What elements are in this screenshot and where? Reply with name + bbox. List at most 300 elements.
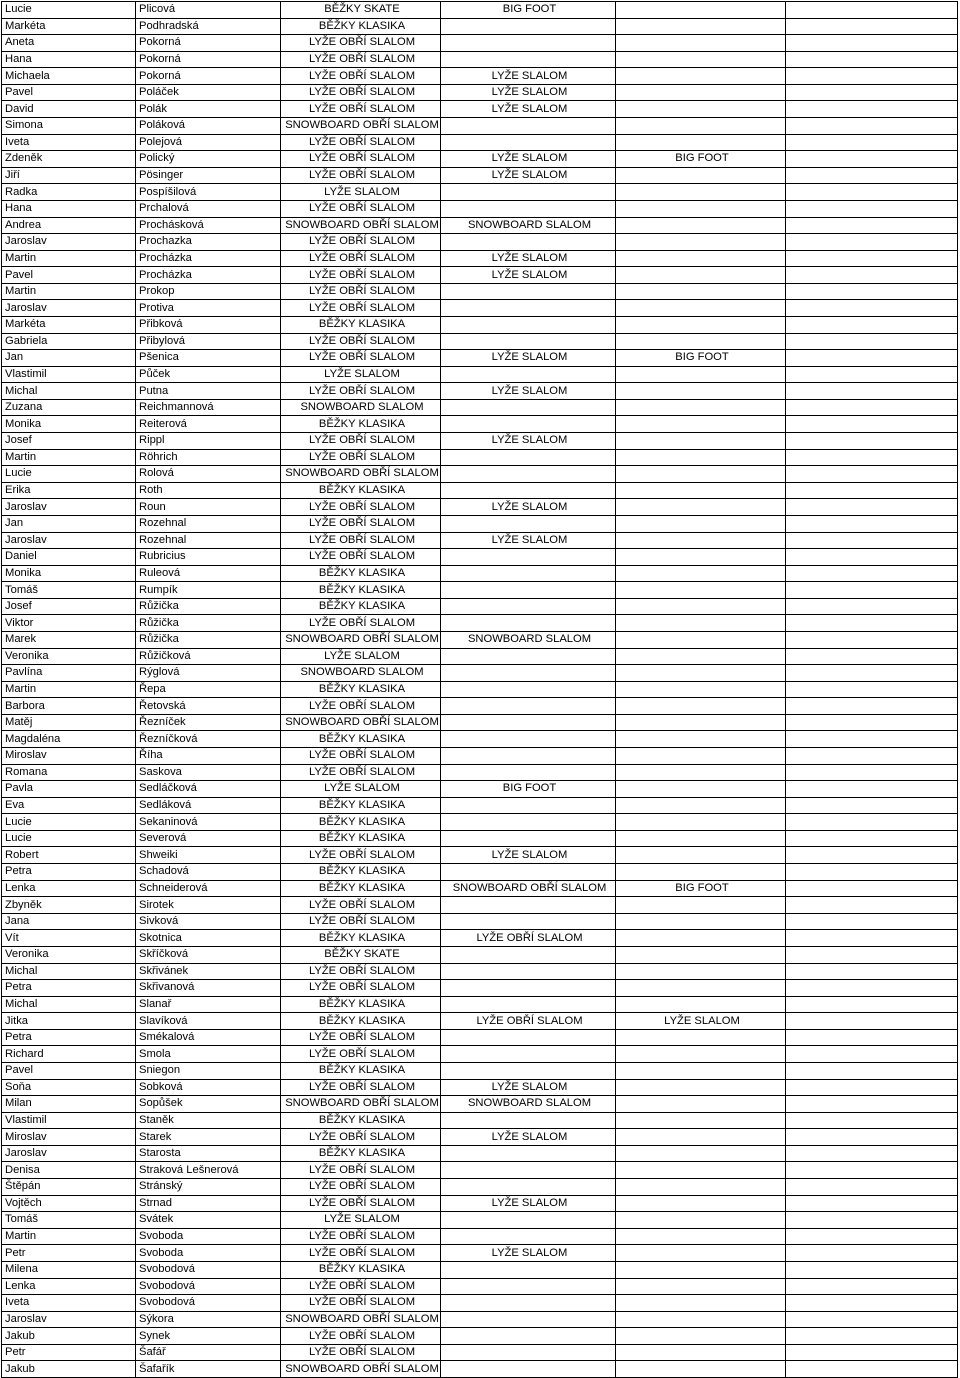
table-row: [2, 151, 958, 168]
table-row: [2, 466, 958, 483]
category-2-cell: [441, 333, 616, 350]
category-3-cell: [616, 582, 786, 599]
category-1-cell: LYŽE OBŘÍ SLALOM: [281, 333, 441, 350]
empty-cell: [786, 333, 958, 350]
last-name-cell: Řetovská: [136, 698, 281, 715]
category-2-cell: LYŽE SLALOM: [441, 433, 616, 450]
category-2-cell: [441, 416, 616, 433]
category-2-cell: [441, 184, 616, 201]
last-name-cell: Pokorná: [136, 51, 281, 68]
table-row: [2, 84, 958, 101]
category-2-cell: [441, 1112, 616, 1129]
category-3-cell: [616, 980, 786, 997]
first-name-cell: Lenka: [2, 880, 136, 897]
last-name-cell: Růžička: [136, 631, 281, 648]
first-name-cell: Jaroslav: [2, 499, 136, 516]
category-1-cell: LYŽE OBŘÍ SLALOM: [281, 980, 441, 997]
category-2-cell: [441, 134, 616, 151]
category-2-cell: [441, 814, 616, 831]
category-3-cell: [616, 565, 786, 582]
table-row: [2, 1295, 958, 1312]
category-1-cell: LYŽE OBŘÍ SLALOM: [281, 913, 441, 930]
category-2-cell: [441, 1063, 616, 1080]
empty-cell: [786, 1179, 958, 1196]
empty-cell: [786, 68, 958, 85]
category-3-cell: [616, 250, 786, 267]
category-3-cell: BIG FOOT: [616, 350, 786, 367]
category-3-cell: [616, 134, 786, 151]
category-3-cell: [616, 731, 786, 748]
category-3-cell: [616, 466, 786, 483]
category-1-cell: LYŽE OBŘÍ SLALOM: [281, 1328, 441, 1345]
category-3-cell: [616, 1228, 786, 1245]
last-name-cell: Pokorná: [136, 68, 281, 85]
empty-cell: [786, 1245, 958, 1262]
table-row: [2, 1195, 958, 1212]
category-3-cell: [616, 1361, 786, 1378]
category-3-cell: [616, 482, 786, 499]
last-name-cell: Sedláčková: [136, 781, 281, 798]
category-2-cell: [441, 200, 616, 217]
first-name-cell: Robert: [2, 847, 136, 864]
last-name-cell: Pšenica: [136, 350, 281, 367]
first-name-cell: Jakub: [2, 1361, 136, 1378]
last-name-cell: Sobková: [136, 1079, 281, 1096]
category-2-cell: [441, 234, 616, 251]
category-3-cell: [616, 118, 786, 135]
category-2-cell: [441, 482, 616, 499]
empty-cell: [786, 648, 958, 665]
empty-cell: [786, 847, 958, 864]
first-name-cell: David: [2, 101, 136, 118]
table-row: [2, 930, 958, 947]
category-1-cell: LYŽE OBŘÍ SLALOM: [281, 250, 441, 267]
empty-cell: [786, 466, 958, 483]
empty-cell: [786, 980, 958, 997]
table-row: [2, 665, 958, 682]
category-2-cell: [441, 466, 616, 483]
category-3-cell: [616, 714, 786, 731]
table-row: [2, 1029, 958, 1046]
category-2-cell: [441, 1278, 616, 1295]
empty-cell: [786, 814, 958, 831]
first-name-cell: Hana: [2, 200, 136, 217]
empty-cell: [786, 781, 958, 798]
empty-cell: [786, 714, 958, 731]
category-1-cell: LYŽE OBŘÍ SLALOM: [281, 383, 441, 400]
table-row: [2, 1079, 958, 1096]
empty-cell: [786, 515, 958, 532]
category-3-cell: [616, 946, 786, 963]
category-2-cell: [441, 797, 616, 814]
category-1-cell: BĚŽKY KLASIKA: [281, 996, 441, 1013]
last-name-cell: Přibková: [136, 316, 281, 333]
category-1-cell: LYŽE OBŘÍ SLALOM: [281, 515, 441, 532]
empty-cell: [786, 2, 958, 19]
table-row: [2, 648, 958, 665]
last-name-cell: Svobodová: [136, 1278, 281, 1295]
first-name-cell: Markéta: [2, 316, 136, 333]
first-name-cell: Miroslav: [2, 748, 136, 765]
category-1-cell: LYŽE OBŘÍ SLALOM: [281, 1195, 441, 1212]
first-name-cell: Andrea: [2, 217, 136, 234]
empty-cell: [786, 399, 958, 416]
category-3-cell: [616, 814, 786, 831]
category-3-cell: [616, 1344, 786, 1361]
category-2-cell: SNOWBOARD SLALOM: [441, 1096, 616, 1113]
category-3-cell: [616, 996, 786, 1013]
category-2-cell: [441, 681, 616, 698]
first-name-cell: Iveta: [2, 134, 136, 151]
table-row: [2, 1212, 958, 1229]
category-1-cell: LYŽE OBŘÍ SLALOM: [281, 1295, 441, 1312]
category-2-cell: [441, 18, 616, 35]
first-name-cell: Pavel: [2, 267, 136, 284]
category-3-cell: LYŽE SLALOM: [616, 1013, 786, 1030]
first-name-cell: Romana: [2, 764, 136, 781]
category-3-cell: [616, 1212, 786, 1229]
category-1-cell: BĚŽKY SKATE: [281, 2, 441, 19]
first-name-cell: Jakub: [2, 1328, 136, 1345]
category-2-cell: [441, 1311, 616, 1328]
first-name-cell: Iveta: [2, 1295, 136, 1312]
empty-cell: [786, 1195, 958, 1212]
category-1-cell: LYŽE SLALOM: [281, 366, 441, 383]
table-row: [2, 864, 958, 881]
category-3-cell: [616, 1295, 786, 1312]
category-3-cell: [616, 200, 786, 217]
table-row: [2, 482, 958, 499]
last-name-cell: Prochásková: [136, 217, 281, 234]
category-1-cell: BĚŽKY KLASIKA: [281, 830, 441, 847]
first-name-cell: Michal: [2, 383, 136, 400]
category-2-cell: [441, 1228, 616, 1245]
table-row: [2, 350, 958, 367]
category-2-cell: [441, 897, 616, 914]
category-2-cell: [441, 1162, 616, 1179]
category-3-cell: [616, 184, 786, 201]
table-row: [2, 1096, 958, 1113]
last-name-cell: Prochazka: [136, 234, 281, 251]
category-3-cell: [616, 1278, 786, 1295]
category-2-cell: LYŽE SLALOM: [441, 68, 616, 85]
first-name-cell: Jan: [2, 350, 136, 367]
table-row: [2, 333, 958, 350]
last-name-cell: Svoboda: [136, 1228, 281, 1245]
table-row: [2, 515, 958, 532]
last-name-cell: Svobodová: [136, 1295, 281, 1312]
table-row: [2, 433, 958, 450]
category-3-cell: [616, 101, 786, 118]
empty-cell: [786, 698, 958, 715]
first-name-cell: Vít: [2, 930, 136, 947]
empty-cell: [786, 1344, 958, 1361]
empty-cell: [786, 1013, 958, 1030]
first-name-cell: Petra: [2, 1029, 136, 1046]
table-row: [2, 598, 958, 615]
last-name-cell: Smékalová: [136, 1029, 281, 1046]
category-1-cell: LYŽE OBŘÍ SLALOM: [281, 51, 441, 68]
table-row: [2, 118, 958, 135]
category-3-cell: [616, 598, 786, 615]
empty-cell: [786, 184, 958, 201]
category-2-cell: SNOWBOARD SLALOM: [441, 217, 616, 234]
first-name-cell: Lucie: [2, 2, 136, 19]
empty-cell: [786, 499, 958, 516]
category-1-cell: LYŽE OBŘÍ SLALOM: [281, 134, 441, 151]
category-2-cell: [441, 283, 616, 300]
empty-cell: [786, 118, 958, 135]
empty-cell: [786, 681, 958, 698]
category-3-cell: [616, 416, 786, 433]
first-name-cell: Vojtěch: [2, 1195, 136, 1212]
first-name-cell: Daniel: [2, 549, 136, 566]
empty-cell: [786, 631, 958, 648]
category-3-cell: [616, 1245, 786, 1262]
category-1-cell: SNOWBOARD OBŘÍ SLALOM: [281, 217, 441, 234]
empty-cell: [786, 84, 958, 101]
last-name-cell: Saskova: [136, 764, 281, 781]
category-2-cell: [441, 1212, 616, 1229]
first-name-cell: Hana: [2, 51, 136, 68]
table-row: [2, 1046, 958, 1063]
last-name-cell: Řezníčková: [136, 731, 281, 748]
category-2-cell: [441, 1145, 616, 1162]
table-row: [2, 449, 958, 466]
first-name-cell: Tomáš: [2, 1212, 136, 1229]
table-row: [2, 416, 958, 433]
category-1-cell: LYŽE OBŘÍ SLALOM: [281, 1029, 441, 1046]
table-row: [2, 1245, 958, 1262]
category-1-cell: LYŽE OBŘÍ SLALOM: [281, 1344, 441, 1361]
table-row: [2, 234, 958, 251]
last-name-cell: Procházka: [136, 267, 281, 284]
category-3-cell: [616, 1096, 786, 1113]
category-2-cell: LYŽE SLALOM: [441, 532, 616, 549]
empty-cell: [786, 300, 958, 317]
category-2-cell: BIG FOOT: [441, 2, 616, 19]
category-3-cell: [616, 897, 786, 914]
first-name-cell: Jaroslav: [2, 300, 136, 317]
last-name-cell: Skřivánek: [136, 963, 281, 980]
category-1-cell: LYŽE OBŘÍ SLALOM: [281, 1079, 441, 1096]
empty-cell: [786, 200, 958, 217]
category-1-cell: LYŽE OBŘÍ SLALOM: [281, 84, 441, 101]
last-name-cell: Rozehnal: [136, 515, 281, 532]
category-3-cell: [616, 1311, 786, 1328]
last-name-cell: Svátek: [136, 1212, 281, 1229]
first-name-cell: Milena: [2, 1261, 136, 1278]
category-2-cell: LYŽE SLALOM: [441, 847, 616, 864]
last-name-cell: Svobodová: [136, 1261, 281, 1278]
category-3-cell: [616, 51, 786, 68]
first-name-cell: Magdaléna: [2, 731, 136, 748]
category-3-cell: [616, 847, 786, 864]
table-row: [2, 532, 958, 549]
empty-cell: [786, 35, 958, 52]
category-1-cell: BĚŽKY KLASIKA: [281, 880, 441, 897]
last-name-cell: Rubricius: [136, 549, 281, 566]
category-3-cell: [616, 300, 786, 317]
first-name-cell: Miroslav: [2, 1129, 136, 1146]
first-name-cell: Jiří: [2, 167, 136, 184]
category-1-cell: LYŽE OBŘÍ SLALOM: [281, 615, 441, 632]
first-name-cell: Lenka: [2, 1278, 136, 1295]
last-name-cell: Růžička: [136, 598, 281, 615]
category-1-cell: LYŽE OBŘÍ SLALOM: [281, 1179, 441, 1196]
category-1-cell: LYŽE OBŘÍ SLALOM: [281, 549, 441, 566]
first-name-cell: Štěpán: [2, 1179, 136, 1196]
empty-cell: [786, 267, 958, 284]
empty-cell: [786, 665, 958, 682]
category-3-cell: [616, 963, 786, 980]
category-3-cell: BIG FOOT: [616, 151, 786, 168]
empty-cell: [786, 101, 958, 118]
category-2-cell: [441, 913, 616, 930]
category-1-cell: LYŽE OBŘÍ SLALOM: [281, 283, 441, 300]
category-1-cell: BĚŽKY KLASIKA: [281, 814, 441, 831]
table-row: [2, 980, 958, 997]
category-2-cell: [441, 1361, 616, 1378]
category-1-cell: LYŽE OBŘÍ SLALOM: [281, 748, 441, 765]
category-3-cell: [616, 1162, 786, 1179]
last-name-cell: Skřivanová: [136, 980, 281, 997]
category-1-cell: BĚŽKY KLASIKA: [281, 1145, 441, 1162]
first-name-cell: Petr: [2, 1245, 136, 1262]
category-2-cell: [441, 830, 616, 847]
first-name-cell: Vlastimil: [2, 366, 136, 383]
category-2-cell: LYŽE SLALOM: [441, 1079, 616, 1096]
empty-cell: [786, 1046, 958, 1063]
first-name-cell: Vlastimil: [2, 1112, 136, 1129]
category-1-cell: LYŽE OBŘÍ SLALOM: [281, 234, 441, 251]
table-row: [2, 383, 958, 400]
category-1-cell: BĚŽKY KLASIKA: [281, 930, 441, 947]
category-3-cell: [616, 665, 786, 682]
category-1-cell: LYŽE OBŘÍ SLALOM: [281, 167, 441, 184]
first-name-cell: Martin: [2, 250, 136, 267]
category-1-cell: SNOWBOARD SLALOM: [281, 399, 441, 416]
last-name-cell: Schneiderová: [136, 880, 281, 897]
category-1-cell: BĚŽKY KLASIKA: [281, 797, 441, 814]
last-name-cell: Pospíšilová: [136, 184, 281, 201]
last-name-cell: Sniegon: [136, 1063, 281, 1080]
table-row: [2, 1112, 958, 1129]
last-name-cell: Putna: [136, 383, 281, 400]
table-row: [2, 2, 958, 19]
category-2-cell: [441, 714, 616, 731]
participants-table: [1, 1, 958, 1378]
category-3-cell: [616, 333, 786, 350]
category-3-cell: [616, 515, 786, 532]
category-3-cell: [616, 631, 786, 648]
first-name-cell: Milan: [2, 1096, 136, 1113]
category-3-cell: [616, 698, 786, 715]
empty-cell: [786, 18, 958, 35]
category-2-cell: [441, 316, 616, 333]
category-3-cell: [616, 2, 786, 19]
table-body: [2, 2, 958, 1378]
empty-cell: [786, 598, 958, 615]
category-1-cell: LYŽE OBŘÍ SLALOM: [281, 151, 441, 168]
last-name-cell: Reichmannová: [136, 399, 281, 416]
last-name-cell: Rýglová: [136, 665, 281, 682]
last-name-cell: Straková Lešnerová: [136, 1162, 281, 1179]
table-row: [2, 300, 958, 317]
table-row: [2, 283, 958, 300]
last-name-cell: Rippl: [136, 433, 281, 450]
last-name-cell: Röhrich: [136, 449, 281, 466]
category-1-cell: BĚŽKY KLASIKA: [281, 731, 441, 748]
first-name-cell: Josef: [2, 598, 136, 615]
category-1-cell: LYŽE OBŘÍ SLALOM: [281, 698, 441, 715]
first-name-cell: Martin: [2, 449, 136, 466]
first-name-cell: Michaela: [2, 68, 136, 85]
category-1-cell: BĚŽKY KLASIKA: [281, 681, 441, 698]
table-row: [2, 731, 958, 748]
table-row: [2, 847, 958, 864]
empty-cell: [786, 1328, 958, 1345]
table-row: [2, 698, 958, 715]
category-2-cell: LYŽE SLALOM: [441, 151, 616, 168]
last-name-cell: Prchalová: [136, 200, 281, 217]
last-name-cell: Strnad: [136, 1195, 281, 1212]
empty-cell: [786, 549, 958, 566]
category-1-cell: LYŽE OBŘÍ SLALOM: [281, 35, 441, 52]
last-name-cell: Polejová: [136, 134, 281, 151]
empty-cell: [786, 234, 958, 251]
first-name-cell: Barbora: [2, 698, 136, 715]
table-row: [2, 681, 958, 698]
table-row: [2, 167, 958, 184]
table-row: [2, 267, 958, 284]
category-1-cell: LYŽE SLALOM: [281, 1212, 441, 1229]
category-1-cell: BĚŽKY KLASIKA: [281, 582, 441, 599]
category-1-cell: SNOWBOARD OBŘÍ SLALOM: [281, 466, 441, 483]
category-2-cell: [441, 748, 616, 765]
first-name-cell: Jaroslav: [2, 234, 136, 251]
last-name-cell: Poláková: [136, 118, 281, 135]
first-name-cell: Zuzana: [2, 399, 136, 416]
category-3-cell: [616, 167, 786, 184]
last-name-cell: Sedláková: [136, 797, 281, 814]
first-name-cell: Jaroslav: [2, 532, 136, 549]
empty-cell: [786, 797, 958, 814]
category-3-cell: [616, 1029, 786, 1046]
last-name-cell: Půček: [136, 366, 281, 383]
last-name-cell: Rozehnal: [136, 532, 281, 549]
table-row: [2, 51, 958, 68]
category-3-cell: [616, 1046, 786, 1063]
table-row: [2, 68, 958, 85]
empty-cell: [786, 1212, 958, 1229]
category-3-cell: [616, 399, 786, 416]
category-3-cell: [616, 1145, 786, 1162]
last-name-cell: Stránský: [136, 1179, 281, 1196]
first-name-cell: Denisa: [2, 1162, 136, 1179]
category-2-cell: SNOWBOARD SLALOM: [441, 631, 616, 648]
last-name-cell: Sirotek: [136, 897, 281, 914]
category-1-cell: BĚŽKY KLASIKA: [281, 18, 441, 35]
category-2-cell: [441, 946, 616, 963]
first-name-cell: Pavlína: [2, 665, 136, 682]
table-row: [2, 1361, 958, 1378]
first-name-cell: Jan: [2, 515, 136, 532]
table-row: [2, 1311, 958, 1328]
first-name-cell: Martin: [2, 1228, 136, 1245]
category-2-cell: LYŽE SLALOM: [441, 250, 616, 267]
category-1-cell: LYŽE OBŘÍ SLALOM: [281, 1278, 441, 1295]
